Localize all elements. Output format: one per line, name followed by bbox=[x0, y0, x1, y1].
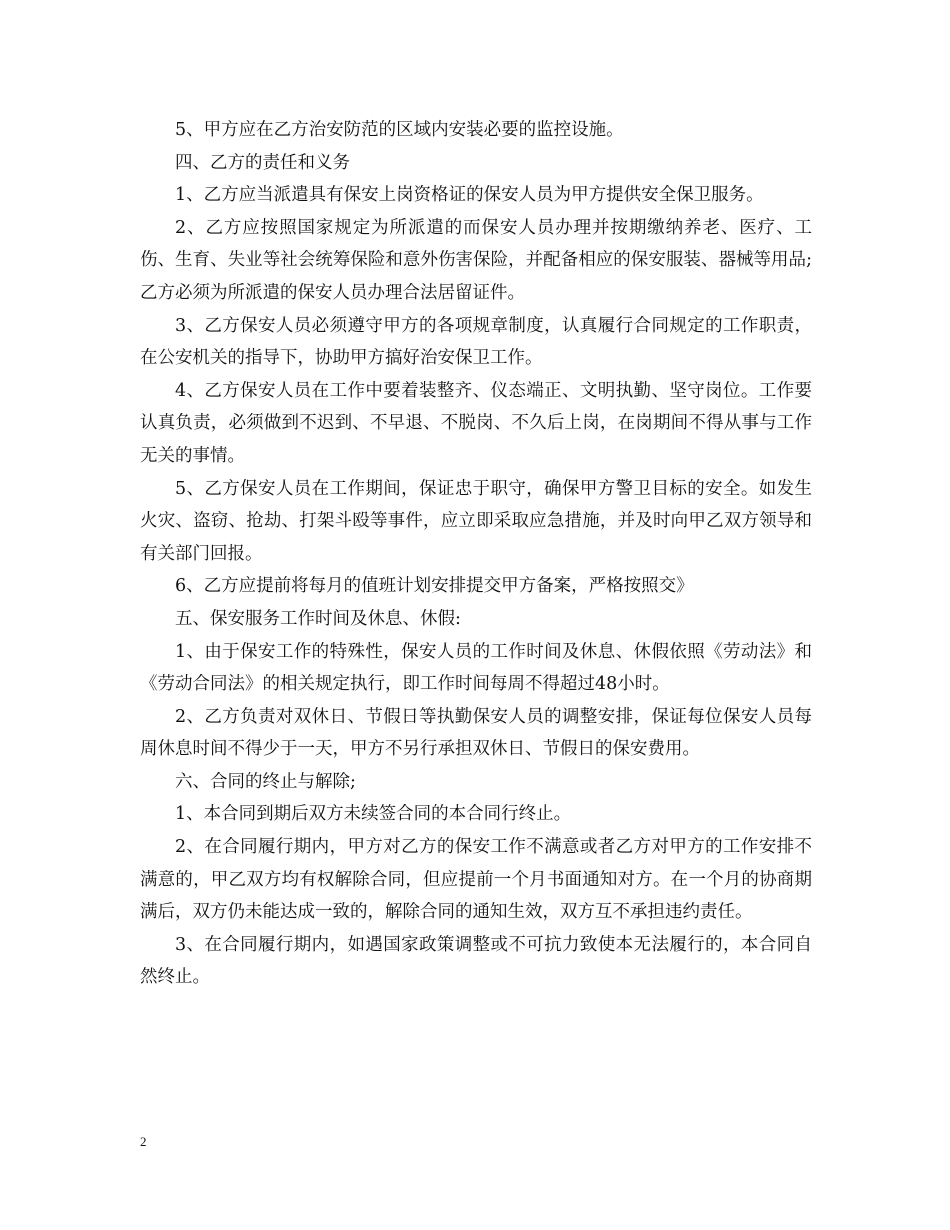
paragraph: 2、乙方应按照国家规定为所派遣的而保安人员办理并按期缴纳养老、医疗、工伤、生育、失业等社会统筹保险和意外伤害保险，并配备相应的保安服装、器械等用品;乙方必须为所派遣的保安人员办理合法居留证件。 bbox=[140, 217, 812, 303]
paragraph: 3、乙方保安人员必须遵守甲方的各项规章制度，认真履行合同规定的工作职责，在公安机关的指导下，协助甲方搞好治安保卫工作。 bbox=[140, 315, 812, 369]
section-heading: 五、保安服务工作时间及休息、休假: bbox=[175, 608, 461, 629]
document-body bbox=[140, 114, 812, 994]
paragraph: 2、乙方负责对双休日、节假日等执勤保安人员的调整安排，保证每位保安人员每周休息时间不得少于一天，甲方不另行承担双休日、节假日的保安费用。 bbox=[140, 706, 812, 760]
paragraph: 5、甲方应在乙方治安防范的区域内安装必要的监控设施。 bbox=[175, 120, 624, 140]
paragraph: 1、乙方应当派遣具有保安上岗资格证的保安人员为甲方提供安全保卫服务。 bbox=[175, 185, 764, 206]
paragraph: 1、由于保安工作的特殊性，保安人员的工作时间及休息、休假依照《劳动法》和《劳动合同法》的相关规定执行，即工作时间每周不得超过48小时。 bbox=[140, 641, 812, 695]
paragraph: 3、在合同履行期内，如遇国家政策调整或不可抗力致使本无法履行的，本合同自然终止。 bbox=[140, 934, 812, 988]
paragraph: 2、在合同履行期内，甲方对乙方的保安工作不满意或者乙方对甲方的工作安排不满意的，甲乙双方均有权解除合同，但应提前一个月书面通知对方。在一个月的协商期满后，双方仍未能达成一致的，解除合同的通知生效，双方互不承担违约责任。 bbox=[140, 837, 812, 923]
paragraph: 1、本合同到期后双方未续签合同的本合同行终止。 bbox=[175, 804, 572, 825]
paragraph: 6、乙方应提前将每月的值班计划安排提交甲方备案，严格按照交》 bbox=[175, 576, 694, 597]
section-heading: 四、乙方的责任和义务 bbox=[175, 152, 350, 173]
page-number: 2 bbox=[140, 1134, 147, 1149]
paragraph: 5、乙方保安人员在工作期间，保证忠于职守，确保甲方警卫目标的安全。如发生火灾、盗窃、抢劫、打架斗殴等事件，应立即采取应急措施，并及时向甲乙双方领导和有关部门回报。 bbox=[140, 478, 812, 564]
paragraph: 4、乙方保安人员在工作中要着装整齐、仪态端正、文明执勤、坚守岗位。工作要认真负责，必须做到不迟到、不早退、不脱岗、不久后上岗，在岗期间不得从事与工作无关的事情。 bbox=[140, 380, 812, 466]
section-heading: 六、合同的终止与解除; bbox=[175, 771, 356, 792]
